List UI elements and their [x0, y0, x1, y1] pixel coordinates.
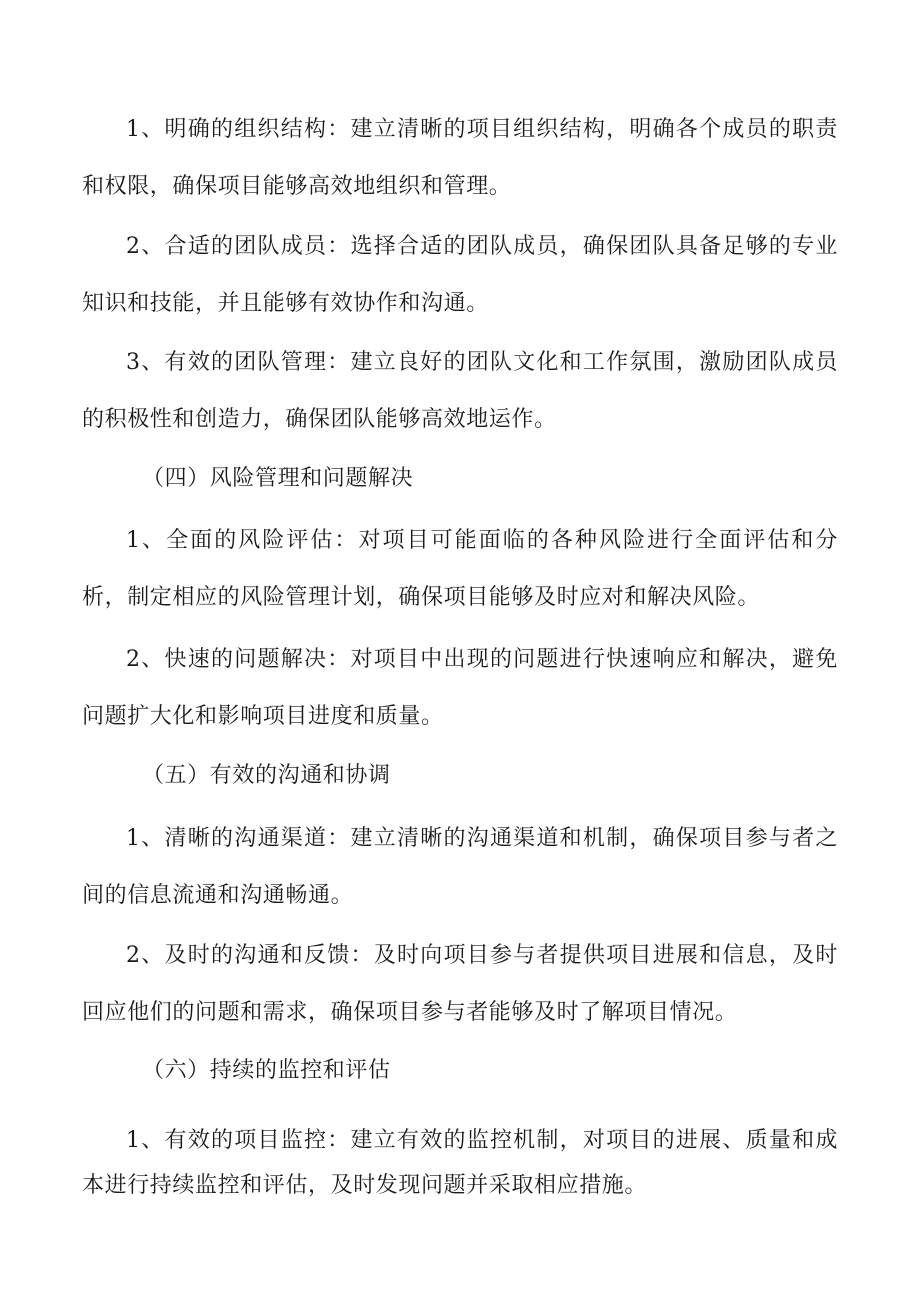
paragraph-communication-channels: 1、清晰的沟通渠道：建立清晰的沟通渠道和机制，确保项目参与者之间的信息流通和沟通畅通。 [82, 826, 838, 908]
paragraph-team-members: 2、合适的团队成员：选择合适的团队成员，确保团队具备足够的专业知识和技能，并且能够有效协作和沟通。 [82, 234, 838, 316]
paragraph-project-monitoring: 1、有效的项目监控：建立有效的监控机制，对项目的进展、质量和成本进行持续监控和评估，及时发现问题并采取相应措施。 [82, 1128, 838, 1198]
paragraph-org-structure: 1、明确的组织结构：建立清晰的项目组织结构，明确各个成员的职责和权限，确保项目能够高效地组织和管理。 [82, 117, 838, 199]
section-heading-monitoring: （六）持续的监控和评估 [142, 1058, 391, 1083]
paragraph-feedback: 2、及时的沟通和反馈：及时向项目参与者提供项目进展和信息，及时回应他们的问题和需求，确保项目参与者能够及时了解项目情况。 [82, 943, 838, 1025]
paragraph-risk-assessment: 1、全面的风险评估：对项目可能面临的各种风险进行全面评估和分析，制定相应的风险管理计划，确保项目能够及时应对和解决风险。 [82, 528, 838, 610]
section-heading-communication: （五）有效的沟通和协调 [142, 763, 391, 788]
paragraph-problem-solving: 2、快速的问题解决：对项目中出现的问题进行快速响应和解决，避免问题扩大化和影响项目进度和质量。 [82, 647, 838, 729]
section-heading-risk-management: （四）风险管理和问题解决 [142, 466, 414, 491]
paragraph-team-management: 3、有效的团队管理：建立良好的团队文化和工作氛围，激励团队成员的积极性和创造力，确保团队能够高效地运作。 [82, 350, 838, 432]
